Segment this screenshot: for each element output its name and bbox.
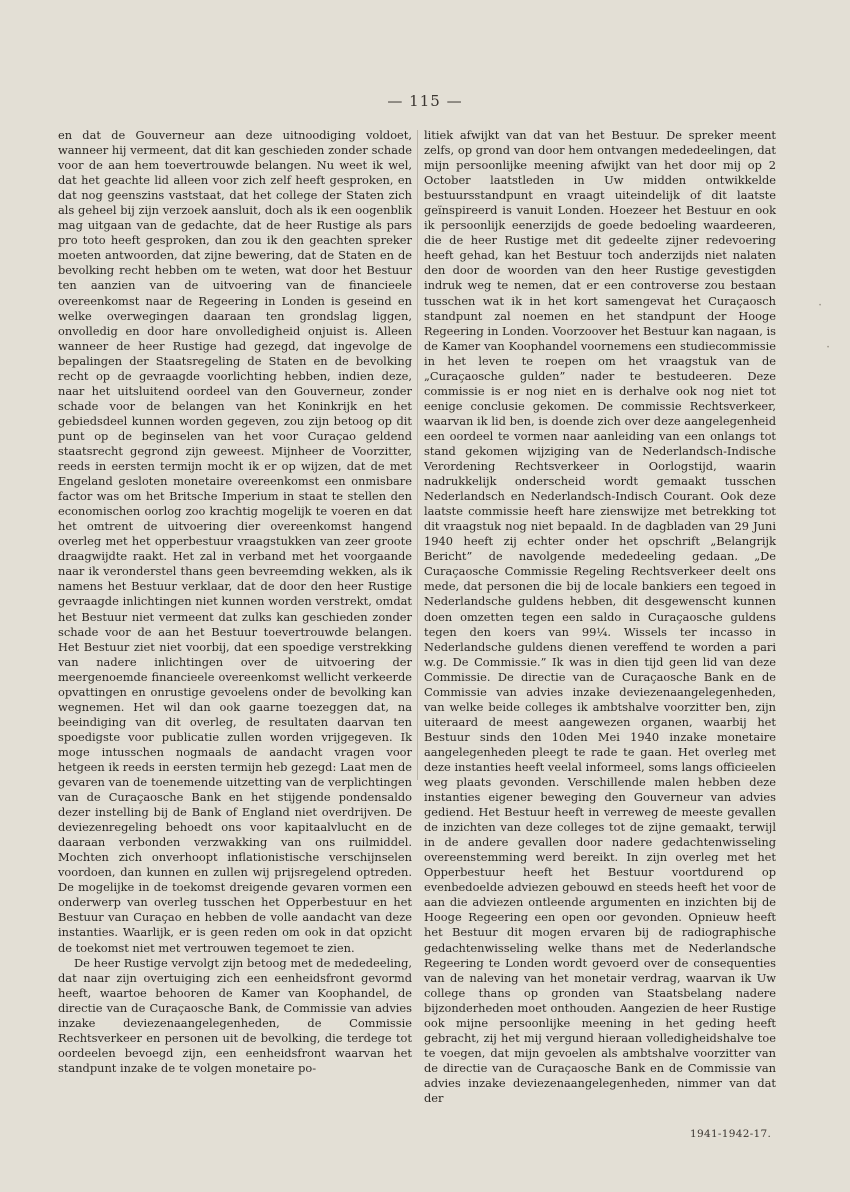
text-column-right [424,128,776,1105]
paragraph: litiek afwijkt van dat van het Bestuur. De spreker meent zelfs, op grond van door hem ontvangen mededeelingen, dat mijn persoonlijke meening afwijkt van het door mij op 2 October laatstleden in Uw midden ontwikkelde bestuursstandpunt en vraagt uiteindelijk of dit laatste geïnspireerd is vanuit Londen. Hoezeer het Bestuur en ook ik persoonlijk eenerzijds de goede bedoeling waardeeren, die de heer Rustige met dit gedeelte zijner redevoering heeft gehad, kan het Bestuur toch anderzijds niet nalaten den door de woorden van den heer Rustige gevestigden indruk weg te nemen, dat er een controverse zou bestaan tusschen wat ik in het kort samengevat het Curaçaosch standpunt zal noemen en het standpunt der Hooge Regeering in Londen. Voorzoover het Bestuur kan nagaan, is de Kamer van Koophandel voornemens een studiecommissie in het leven te roepen om het vraagstuk van de „Curaçaosche gulden” nader te bestudeeren. Deze commissie is er nog niet en is derhalve ook nog niet tot eenige conclusie gekomen. De commissie Rechtsverkeer, waarvan ik lid ben, is doende zich over deze aangelegenheid een oordeel te vormen naar aanleiding van een onlangs tot stand gekomen wijziging van de Nederlandsch-Indische Verordening Rechtsverkeer in Oorlogstijd, waarin nadrukkelijk onderscheid wordt gemaakt tusschen Nederlandsch en Nederlandsch-Indisch Courant. Ook deze laatste commissie heeft hare zienswijze met betrekking tot dit vraagstuk nog niet bepaald. In de dagbladen van 29 Juni 1940 heeft zij echter onder het opschrift „Belangrijk Bericht” de navolgende mededeeling gedaan. „De Curaçaosche Commissie Regeling Rechtsverkeer deelt ons mede, dat personen die bij de locale bankiers een tegoed in Nederlandsche guldens hebben, dit desgewenscht kunnen doen omzetten tegen een saldo in Curaçaosche guldens tegen den koers van 99¼. Wissels ter incasso in Nederlandsche guldens dienen vereffend te worden a pari w.g. De Commissie.” Ik was in dien tijd geen lid van deze Commissie. De directie van de Curaçaosche Bank en de Commissie van advies inzake deviezenaangelegenheden, van welke beide colleges ik ambtshalve voorzitter ben, zijn uiteraard de meest aangewezen organen, waarbij het Bestuur sinds den 10den Mei 1940 inzake monetaire aangelegenheden pleegt te rade te gaan. Het overleg met deze instanties heeft veelal informeel, soms langs officieelen weg plaats gevonden. Verschillende malen hebben deze instanties eigener beweging den Gouverneur van advies gediend. Het Bestuur heeft in verreweg de meeste gevallen de inzichten van deze colleges tot de zijne gemaakt, terwijl in de andere gevallen door nadere gedachtenwisseling overeenstemming werd bereikt. In zijn overleg met het Opperbestuur heeft het Bestuur voortdurend op evenbedoelde adviezen gebouwd en steeds heeft het voor de aan die adviezen ontleende argumenten en inzichten bij de Hooge Regeering een open oor gevonden. Opnieuw heeft het Bestuur dit mogen ervaren bij de radiographische gedachtenwisseling welke thans met de Nederlandsche Regeering te Londen wordt gevoerd over de consequenties van de naleving van het monetair verdrag, waarvan ik Uw college thans op gronden van Staatsbelang nadere bijzonderheden moet onthouden. Aangezien de heer Rustige ook mijne persoonlijke meening in het geding heeft gebracht, zij het mij vergund hieraan volledigheidshalve toe te voegen, dat mijn gevoelen als ambtshalve voorzitter van de directie van de Curaçaosche Bank en de Commissie van advies inzake deviezenaangelegenheden, nimmer van dat der [424,128,776,1105]
footer-code: 1941-1942-17. [690,1128,772,1140]
paragraph: De heer Rustige vervolgt zijn betoog met de mededeeling, dat naar zijn overtuiging zich een eenheidsfront gevormd heeft, waartoe behooren de Kamer van Koophandel, de directie van de Curaçaosche Bank, de Commissie van advies inzake deviezenaangelegenheden, de Commissie Rechtsverkeer en personen uit de bevolking, die terdege tot oordeelen bevoegd zijn, een eenheidsfront waarvan het standpunt inzake de te volgen monetaire po- [58,955,412,1075]
margin-speck: · [826,340,831,355]
text-column-left [58,128,412,1075]
margin-speck: · [818,298,823,313]
page-number: — 115 — [387,92,463,110]
paragraph: en dat de Gouverneur aan deze uitnoodiging voldoet, wanneer hij vermeent, dat dit kan geschieden zonder schade voor de aan hem toevertrouwde belangen. Nu weet ik wel, dat het geachte lid alleen voor zich zelf heeft gesproken, en dat nog geenszins vaststaat, dat het college der Staten zich als geheel bij zijn verzoek aansluit, doch als ik een oogenblik mag uitgaan van de gedachte, dat de heer Rustige als pars pro toto heeft gesproken, dan zou ik den geachten spreker moeten antwoorden, dat zijne bewering, dat de Staten en de bevolking recht hebben om te weten, wat door het Bestuur ten aanzien van de uitvoering van de financieele overeenkomst naar de Regeering in Londen is geseind en welke overwegingen daaraan ten grondslag liggen, onvolledig en door hare onvolledigheid onjuist is. Alleen wanneer de heer Rustige had gezegd, dat ingevolge de bepalingen der Staatsregeling de Staten en de bevolking recht op de gevraagde voorlichting hebben, indien deze, naar het uitsluitend oordeel van den Gouverneur, zonder schade voor de belangen van het Koninkrijk en het gebiedsdeel kunnen worden gegeven, zou zijn betoog op dit punt op de beginselen van het voor Curaçao geldend staatsrecht gegrond zijn geweest. Mijnheer de Voorzitter, reeds in eersten termijn mocht ik er op wijzen, dat de met Engeland gesloten monetaire overeenkomst een onmisbare factor was om het Britsche Imperium in staat te stellen den economischen oorlog zoo krachtig mogelijk te voeren en dat het omtrent de uitvoering dier overeenkomst hangend overleg met het opperbestuur vraagstukken van zeer groote draagwijdte raakt. Het zal in verband met het voorgaande naar ik veronderstel thans geen bevreemding wekken, als ik namens het Bestuur verklaar, dat de door den heer Rustige gevraagde inlichtingen niet kunnen worden verstrekt, omdat het Bestuur niet vermeent dat zulks kan geschieden zonder schade voor de aan het Bestuur toevertrouwde belangen. Het Bestuur ziet niet voorbij, dat een spoedige verstrekking van nadere inlichtingen over de uitvoering der meergenoemde financieele overeenkomst wellicht verkeerde opvattingen en onrustige gevoelens onder de bevolking kan wegnemen. Het wil dan ook gaarne toezeggen dat, na beeindiging van dit overleg, de resultaten daarvan ten spoedigste voor publicatie zullen worden vrijgegeven. Ik moge intusschen nogmaals de aandacht vragen voor hetgeen ik reeds in eersten termijn heb gezegd: Laat men de gevaren van de toenemende uitzetting van de verplichtingen van de Curaçaosche Bank en het stijgende pondensaldo dezer instelling bij de Bank of England niet overdrijven. De deviezenregeling behoedt ons voor kapitaalvlucht en de daaraan verbonden verzwakking van ons ruilmiddel. Mochten zich onverhoopt inflationistische verschijnselen voordoen, dan kunnen en zullen wij prijsregelend optreden. De mogelijke in de toekomst dreigende gevaren vormen een onderwerp van overleg tusschen het Opperbestuur en het Bestuur van Curaçao en hebben de volle aandacht van deze instanties. Waarlijk, er is geen reden om ook in dat opzicht de toekomst niet met vertrouwen tegemoet te zien. [58,128,412,955]
column-divider [417,130,418,780]
